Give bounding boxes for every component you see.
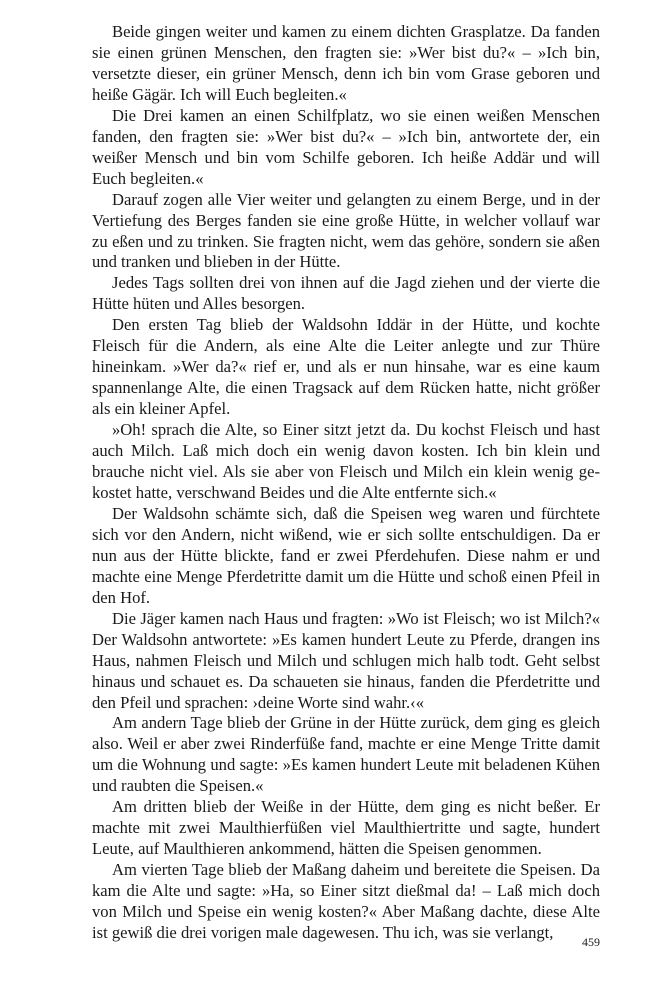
body-text (92, 22, 600, 944)
paragraph: Die Jäger kamen nach Haus und fragten: »Wo ist Fleisch; wo ist Milch?« Der Waldsohn antwortete: »Es kamen hundert Leute zu Pferde, drangen ins Haus, nahmen Fleisch und Milch und schlugen mich halb todt. Geht selbst hinaus und schauet es. Da schaueten sie hinaus, fanden die Pferdetritte und den Pfeil und sprachen: ›deine Worte sind wahr.‹« (92, 608, 600, 712)
paragraph: »Oh! sprach die Alte, so Einer sitzt jetzt da. Du kochst Fleisch und hast auch Milch. Laß mich doch ein wenig davon kosten. Ich bin klein und brauche nicht viel. Als sie aber von Fleisch und Milch ein klein wenig gekostet hatte, verschwand Beides und die Alte entfernte sich.« (92, 420, 600, 502)
paragraph: Am vierten Tage blieb der Maßang daheim und bereitete die Speisen. Da kam die Alte und sagte: »Ha, so Einer sitzt dießmal da! – Laß mich doch von Milch und Speise ein wenig kosten?« Aber Maßang dachte, diese Alte ist gewiß die drei vorigen male dagewesen. Thu ich, was sie verlangt, (92, 860, 600, 942)
paragraph: Darauf zogen alle Vier weiter und gelangten zu einem Berge, und in der Vertiefung des Berges fanden sie eine große Hütte, in welcher vollauf war zu eßen und zu trinken. Sie fragten nicht, wem das gehöre, sondern sie aßen und tranken und blieben in der Hütte. (92, 189, 600, 272)
paragraph: Am andern Tage blieb der Grüne in der Hütte zurück, dem ging es gleich also. Weil er aber zwei Rinderfüße fand, machte er eine Menge Tritte damit um die Wohnung und sagte: »Es kamen hundert Leute mit beladenen Kühen und raubten die Speisen.« (92, 713, 600, 796)
page-number: 459 (582, 935, 600, 949)
paragraph: Die Drei kamen an einen Schilfplatz, wo sie einen weißen Menschen fanden, den fragten sie: »Wer bist du?« – »Ich bin, antwortete der, ein weißer Mensch und bin vom Schilfe geboren. Ich heiße Addär und will Euch begleiten.« (92, 105, 600, 188)
paragraph: Der Waldsohn schämte sich, daß die Speisen weg waren und fürchtete sich vor den Andern, nicht wißend, wie er sich sollte entschuldigen. Da er nun aus der Hütte blickte, fand er zwei Pferdehufen. Diese nahm er und machte eine Menge Pferdetritte damit um die Hütte und schoß einen Pfeil in den Hof. (92, 503, 600, 607)
paragraph: Den ersten Tag blieb der Waldsohn Iddär in der Hütte, und kochte Fleisch für die Andern, als eine Alte die Leiter anlegte und zur Thüre hineinkam. »Wer da?« rief er, und als er nun hinsahe, war es eine kaum spannenlange Alte, die einen Tragsack auf dem Rücken hatte, nicht größer als ein kleiner Apfel. (92, 315, 600, 419)
paragraph: Jedes Tags sollten drei von ihnen auf die Jagd ziehen und der vierte die Hütte hüten und Alles besorgen. (92, 273, 600, 314)
paragraph: Am dritten blieb der Weiße in der Hütte, dem ging es nicht beßer. Er machte mit zwei Maulthierfüßen viel Maulthiertritte und sagte, hundert Leute, auf Maulthieren ankommend, hätten die Speisen genommen. (92, 797, 600, 859)
paragraph: Beide gingen weiter und kamen zu einem dichten Grasplatze. Da fanden sie einen grünen Menschen, den fragten sie: »Wer bist du?« – »Ich bin, versetzte dieser, ein grüner Mensch, denn ich bin vom Grase geboren und heiße Gägär. Ich will Euch begleiten.« (92, 22, 600, 104)
